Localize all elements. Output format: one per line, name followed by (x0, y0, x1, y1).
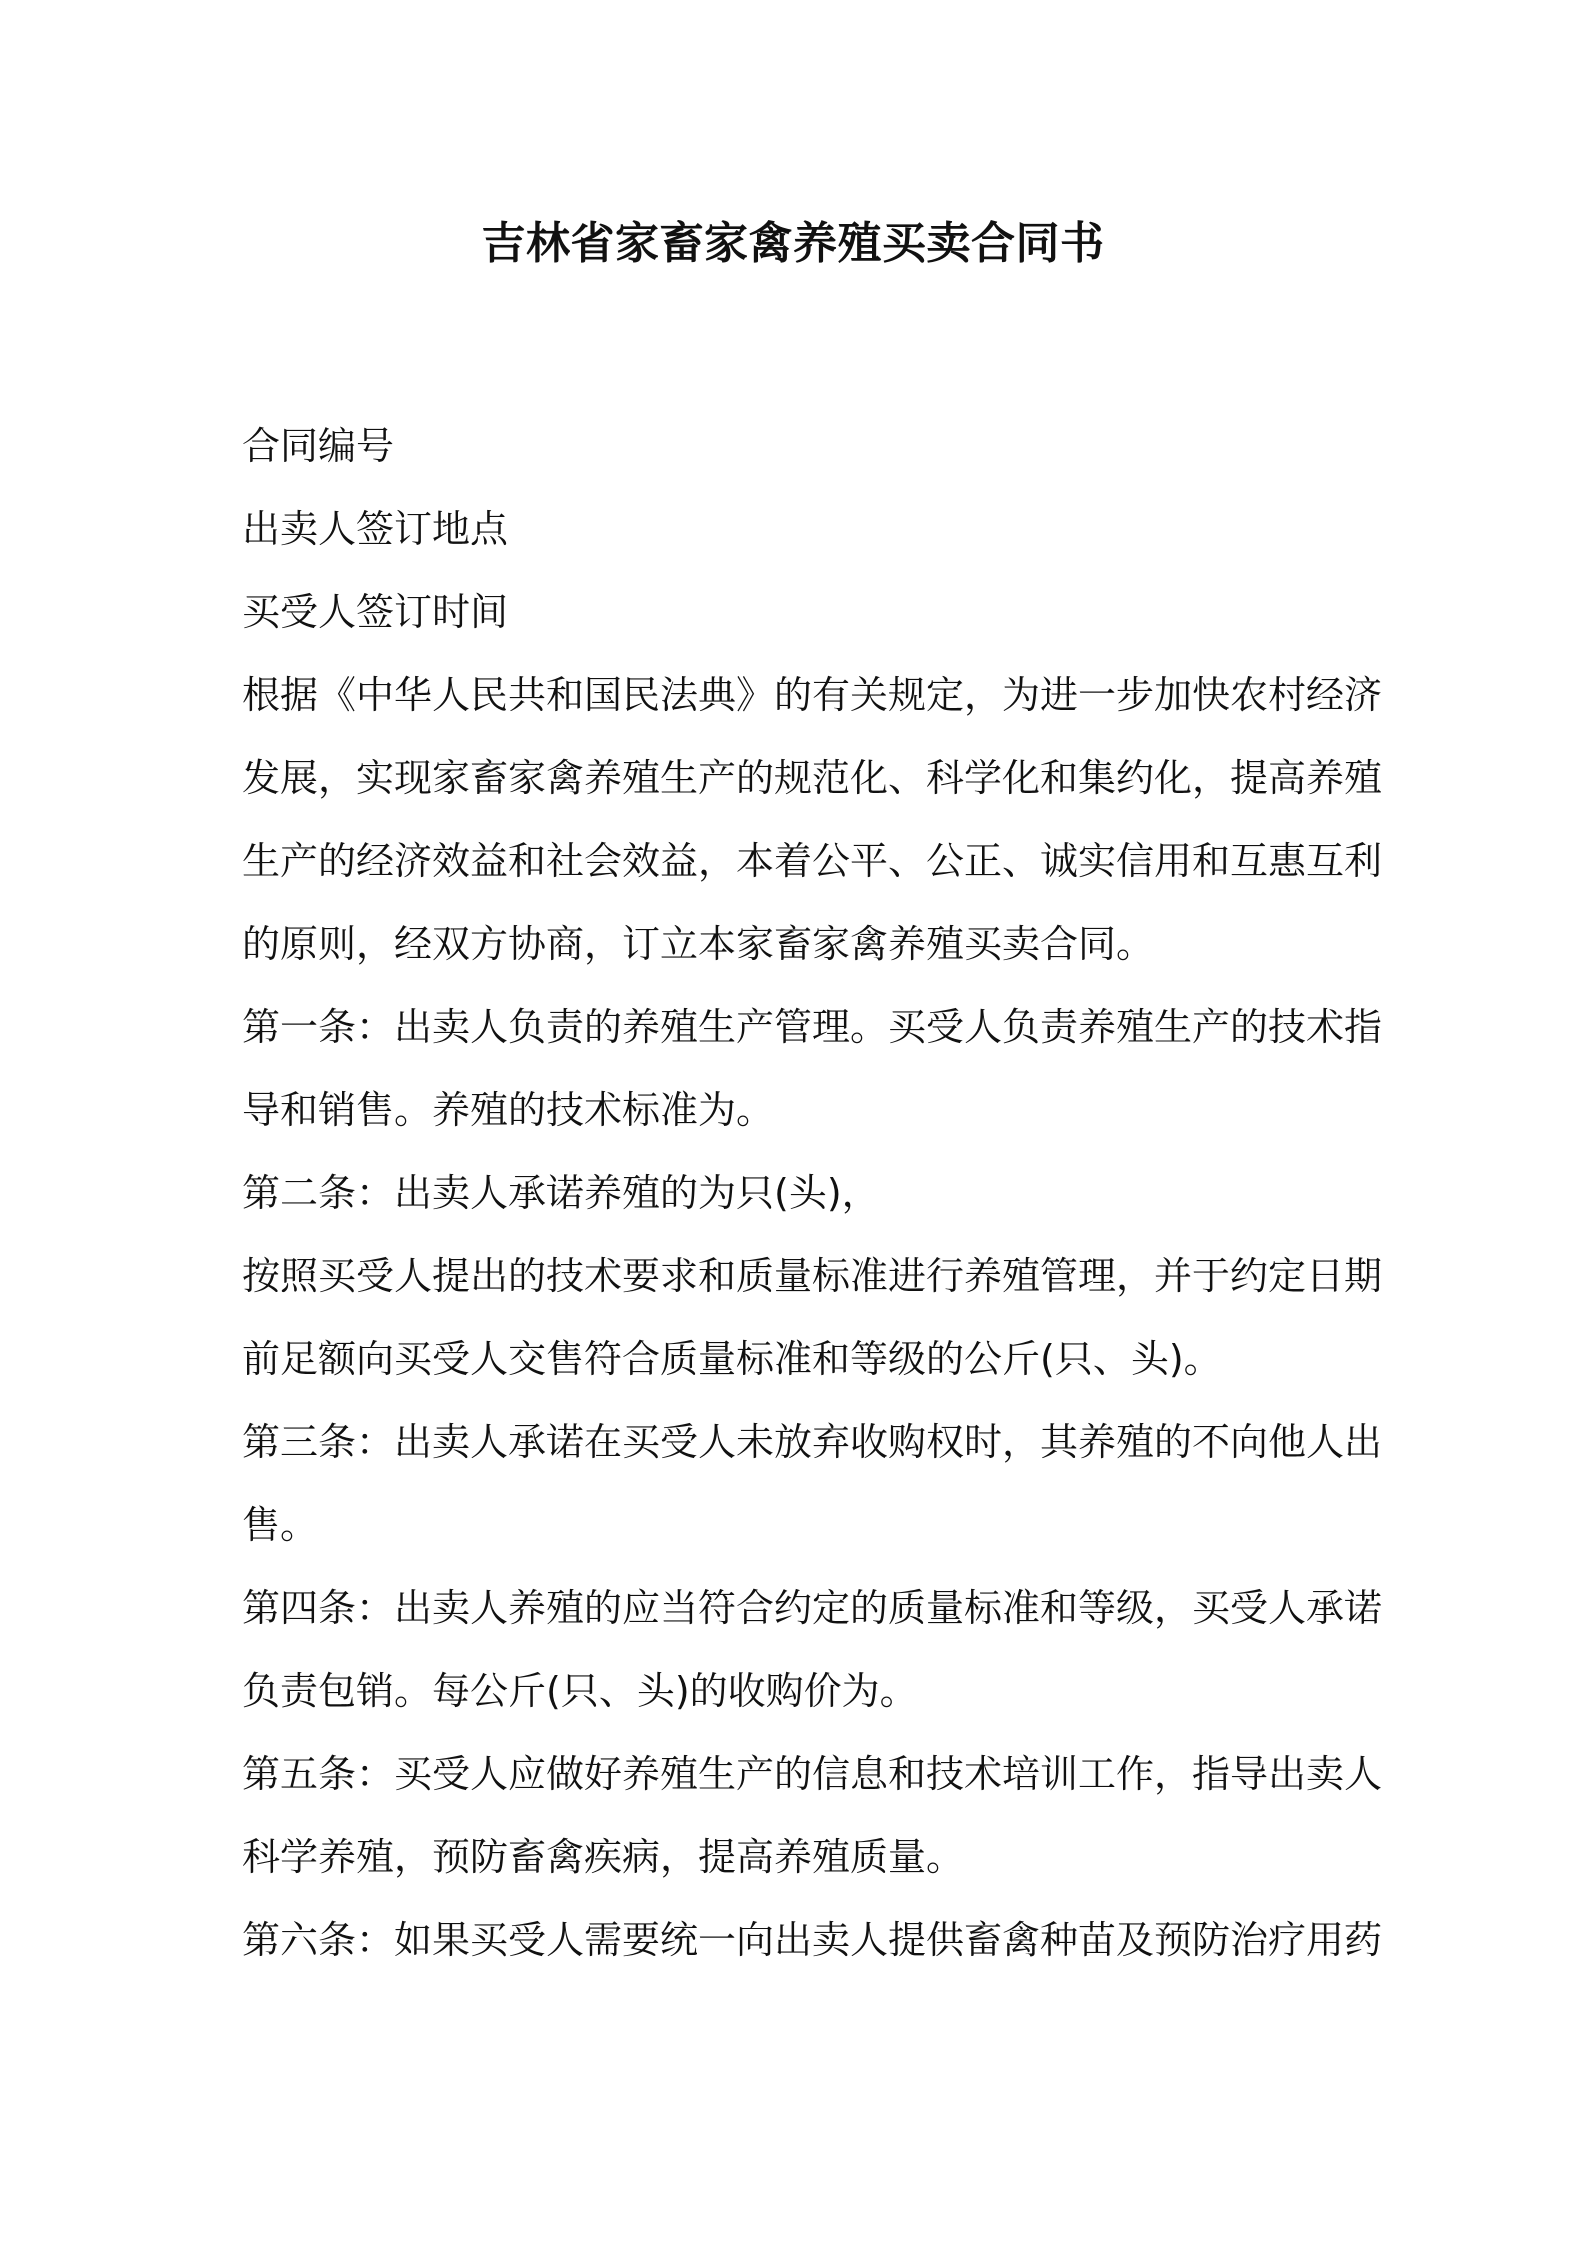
article-5-line: 第五条：买受人应做好养殖生产的信息和技术培训工作，指导出卖人 (242, 1752, 1383, 1796)
article-4-line: 负责包销。每公斤(只、头)的收购价为。 (242, 1669, 918, 1713)
contract-number-line: 合同编号 (242, 424, 395, 468)
article-4-line: 第四条：出卖人养殖的应当符合约定的质量标准和等级，买受人承诺 (242, 1586, 1383, 1630)
article-5-line: 科学养殖，预防畜禽疾病，提高养殖质量。 (242, 1835, 965, 1879)
article-3-line: 售。 (242, 1503, 319, 1547)
article-2-line: 按照买受人提出的技术要求和质量标准进行养殖管理，并于约定日期 (242, 1254, 1383, 1298)
document-title: 吉林省家畜家禽养殖买卖合同书 (481, 218, 1105, 269)
article-1-line: 导和销售。养殖的技术标准为。 (242, 1088, 775, 1132)
article-3-line: 第三条：出卖人承诺在买受人未放弃收购权时，其养殖的不向他人出 (242, 1420, 1383, 1464)
buyer-signing-time-line: 买受人签订时间 (242, 590, 509, 634)
article-2-line: 第二条：出卖人承诺养殖的为只(头)， (242, 1171, 880, 1215)
preamble-line: 发展，实现家畜家禽养殖生产的规范化、科学化和集约化，提高养殖 (242, 756, 1383, 800)
article-1-line: 第一条：出卖人负责的养殖生产管理。买受人负责养殖生产的技术指 (242, 1005, 1383, 1049)
document-body (242, 405, 1383, 1982)
preamble-line: 生产的经济效益和社会效益，本着公平、公正、诚实信用和互惠互利 (242, 839, 1383, 883)
preamble-line: 的原则，经双方协商，订立本家畜家禽养殖买卖合同。 (242, 922, 1155, 966)
article-2-line: 前足额向买受人交售符合质量标准和等级的公斤(只、头)。 (242, 1337, 1222, 1381)
preamble-line: 根据《中华人民共和国民法典》的有关规定，为进一步加快农村经济 (242, 673, 1383, 717)
seller-signing-place-line: 出卖人签订地点 (242, 507, 509, 551)
article-6-line: 第六条：如果买受人需要统一向出卖人提供畜禽种苗及预防治疗用药 (242, 1918, 1383, 1962)
